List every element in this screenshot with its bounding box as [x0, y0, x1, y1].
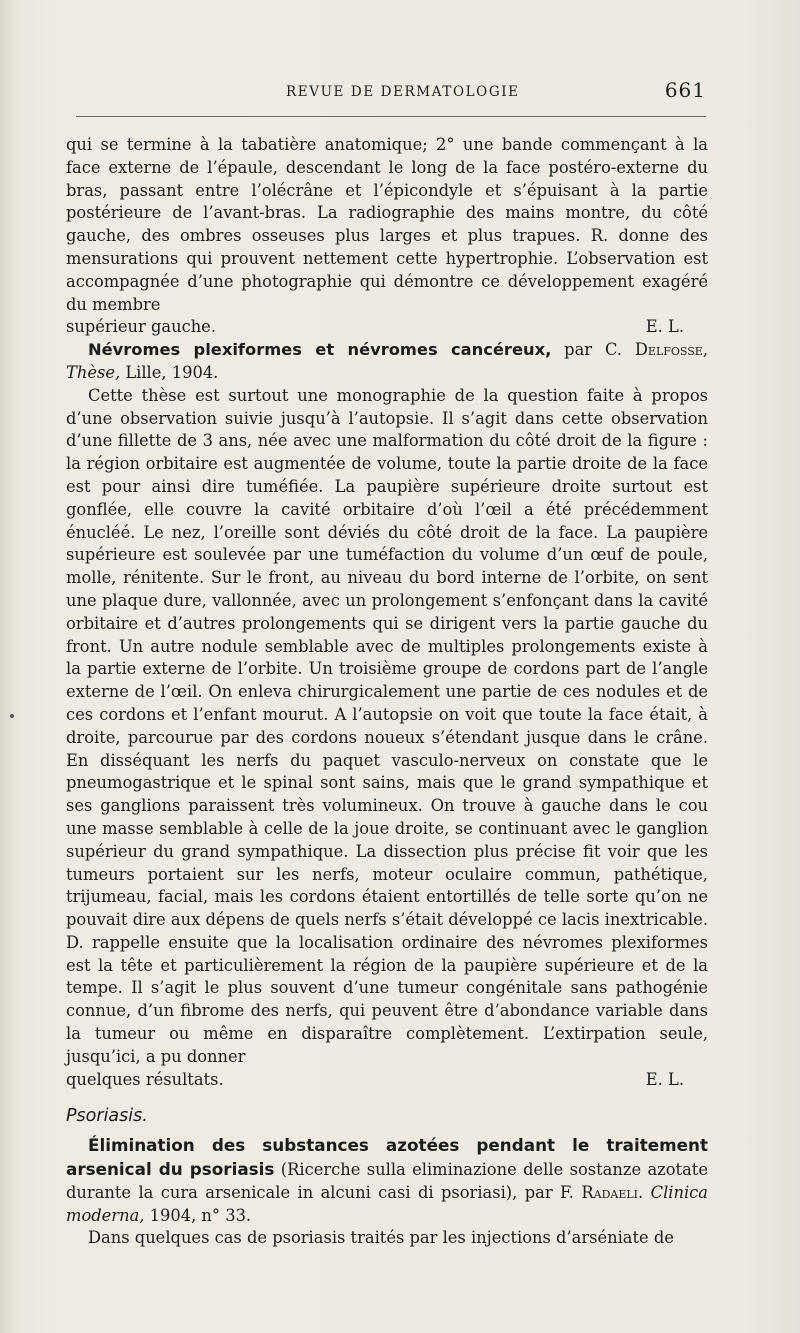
paragraph-text: Cette thèse est surtout une monographie de la question faite à propos d’une observation suivie jusqu’à l’autopsie. Il s’agit dans cette observation d’une fillette de 3 ans, née avec une malformation du côté droit de la figure : la région orbitaire est augmentée de volume, toute la partie droite de la face est pour ainsi dire tuméfiée. La paupière supérieure droite surtout est gonflée, elle couvre la cavité orbitaire d’où l’œil a été précédemment énucléé. Le nez, l’oreille sont déviés du côté droit de la face. La paupière supérieure est soulevée par une tuméfaction du volume d’un œuf de poule, molle, rénitente. Sur le front, au niveau du bord interne de l’orbite, on sent une plaque dure, vallonnée, avec un prolongement s’enfonçant dans la cavité orbitaire et d’autres prolongements qui se dirigent vers la partie gauche du front. Un autre nodule semblable avec de multiples prolongements existe à la partie externe de l’orbite. Un troisième groupe de cordons part de l’angle externe de l’œil. On enleva chirurgicalement une partie de ces nodules et de ces cordons et l’enfant mourut. A l’autopsie on voit que toute la face était, à droite, parcourue par des cordons noueux s’étendant jusque dans le crâne. En disséquant les nerfs du paquet vasculo-nerveux on constate que le pneumogastrique et le spinal sont sains, mais que le grand sympathique et ses ganglions paraissent très volumineux. On trouve à gauche dans le cou une masse semblable à celle de la joue droite, se continuant avec le ganglion supérieur du grand sympathique. La dissection plus précise fit voir que les tumeurs portaient sur les nerfs, moteur oculaire commun, pathétique, trijumeau, facial, mais les cordons étaient entortillés de telle sorte qu’on ne pouvait dire aux dépens de quels nerfs s’était développé ce lacis inextricable. D. rappelle ensuite que la localisation ordinaire des névromes plexiformes est la tête et particulièrement la région de la paupière supérieure et de la tempe. Il s’agit le plus souvent d’une tumeur congénitale sans pathogénie connue, d’un fibrome des nerfs, qui peuvent être d’abondance variable dans la tumeur ou même en disparaître complètement. L’extirpation seule, jusqu’ici, a pu donner — [66, 385, 708, 1066]
entry-by: par C. — [551, 340, 635, 360]
entry-source: Thèse, — [66, 362, 121, 382]
header-rule — [76, 116, 706, 117]
paragraph — [66, 385, 708, 1069]
paragraph — [66, 1227, 708, 1250]
author-signature: E. L. — [645, 317, 684, 337]
page-number: 661 — [664, 78, 706, 102]
entry-title: Névromes plexiformes et névromes cancéreux, — [88, 340, 552, 360]
paragraph-continued — [66, 134, 708, 316]
margin-speck — [10, 714, 14, 718]
paragraph-text: Dans quelques cas de psoriasis traités par les injections d’arséniate de — [88, 1228, 674, 1248]
entry-title: Élimination des substances azotées pendant le traitement arsenical du psoriasis — [66, 1135, 708, 1180]
entry-citation — [66, 1134, 708, 1227]
entry-author: Delfosse, — [634, 340, 708, 360]
paragraph-end-line — [66, 316, 708, 339]
section-heading: Psoriasis. — [66, 1106, 148, 1127]
author-signature: E. L. — [645, 1069, 684, 1089]
entry-citation — [66, 339, 708, 385]
page-header — [76, 78, 706, 106]
entry-subtitle: (Ricerche sulla eliminazione delle sostanze azotate durante la cura arsenicale in alcuni casi di psoriasi), par F. — [66, 1160, 708, 1202]
running-head: REVUE DE DERMATOLOGIE — [286, 84, 520, 100]
paragraph-last-line: supérieur gauche. — [66, 317, 216, 337]
entry-issue: 1904, n° 33. — [144, 1205, 252, 1225]
entry-source: Clinica moderna, — [66, 1182, 708, 1225]
entry-author: Radaeli. — [581, 1182, 644, 1202]
paragraph-end-line — [66, 1069, 708, 1092]
entry-place: Lille, 1904. — [120, 362, 219, 382]
paragraph-text: qui se termine à la tabatière anatomique; 2° une bande commençant à la face externe de l’épaule, descendant le long de la face postéro-externe du bras, passant entre l’olécrâne et l’épicondyle et s’épuisant à la partie postérieure de l’avant-bras. La radiographie des mains montre, du côté gauche, des ombres osseuses plus larges et plus trapues. R. donne des mensurations qui prouvent nettement cette hypertrophie. L’observation est accompagnée d’une photographie qui démontre ce développement exagéré du membre — [66, 135, 708, 314]
article-body — [66, 134, 708, 1250]
paragraph-last-line: quelques résultats. — [66, 1069, 224, 1089]
